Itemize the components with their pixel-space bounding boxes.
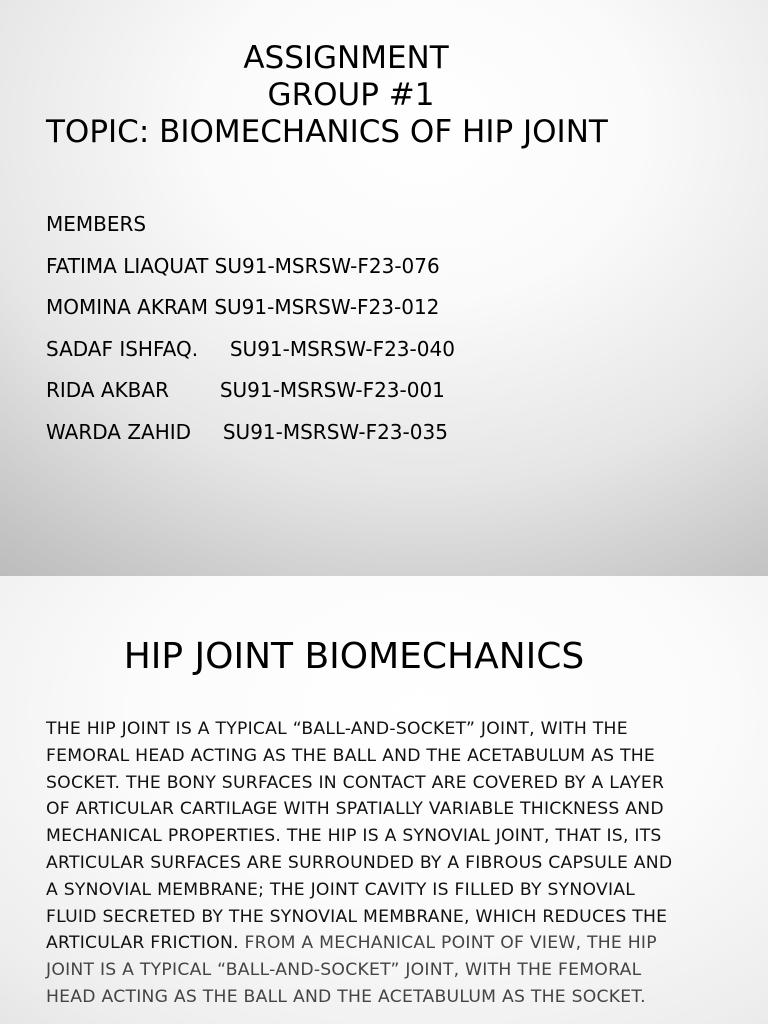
slide-2-title: HIP JOINT BIOMECHANICS xyxy=(123,636,585,677)
members-list xyxy=(46,209,455,458)
member-row: WARDA ZAHID SU91-MSRSW-F23-035 xyxy=(46,419,448,444)
slide-2-body xyxy=(46,716,676,1011)
slide-title xyxy=(0,40,768,151)
member-row: RIDA AKBAR SU91-MSRSW-F23-001 xyxy=(46,378,445,402)
member-row: SADAF ISHFAQ. SU91-MSRSW-F23-040 xyxy=(46,336,455,361)
topic-heading: TOPIC: BIOMECHANICS OF HIP JOINT xyxy=(46,114,608,150)
body-paragraph: THE HIP JOINT IS A TYPICAL “BALL-AND-SOCKET” JOINT, WITH THE FEMORAL HEAD ACTING AS THE BALL AND THE ACETABULUM AS THE SOCKET. THE BONY SURFACES IN CONTACT ARE COVERED BY A LAYER OF ARTICULAR CARTILAGE WITH SPATIALLY VARIABLE THICKNESS AND MECHANICAL PROPERTIES. THE HIP IS A SYNOVIAL JOINT, THAT IS, ITS ARTICULAR SURFACES ARE SURROUNDED BY A FIBROUS CAPSULE AND A SYNOVIAL MEMBRANE; THE JOINT CAVITY IS FILLED BY SYNOVIAL FLUID SECRETED BY THE SYNOVIAL MEMBRANE, WHICH REDUCES THE ARTICULAR FRICTION. xyxy=(46,719,673,954)
group-heading: GROUP #1 xyxy=(267,77,435,113)
member-row: FATIMA LIAQUAT SU91-MSRSW-F23-076 xyxy=(46,253,440,278)
member-row: MOMINA AKRAM SU91-MSRSW-F23-012 xyxy=(46,295,440,319)
members-heading: MEMBERS xyxy=(46,212,147,236)
assignment-heading: ASSIGNMENT xyxy=(243,40,449,76)
body-paragraph-continued: FROM A MECHANICAL POINT OF VIEW, THE HIP JOINT IS A TYPICAL “BALL-AND-SOCKET” JOINT, WITH THE FEMORAL HEAD ACTING AS THE BALL AND THE ACETABULUM AS THE SOCKET. xyxy=(46,933,657,1007)
